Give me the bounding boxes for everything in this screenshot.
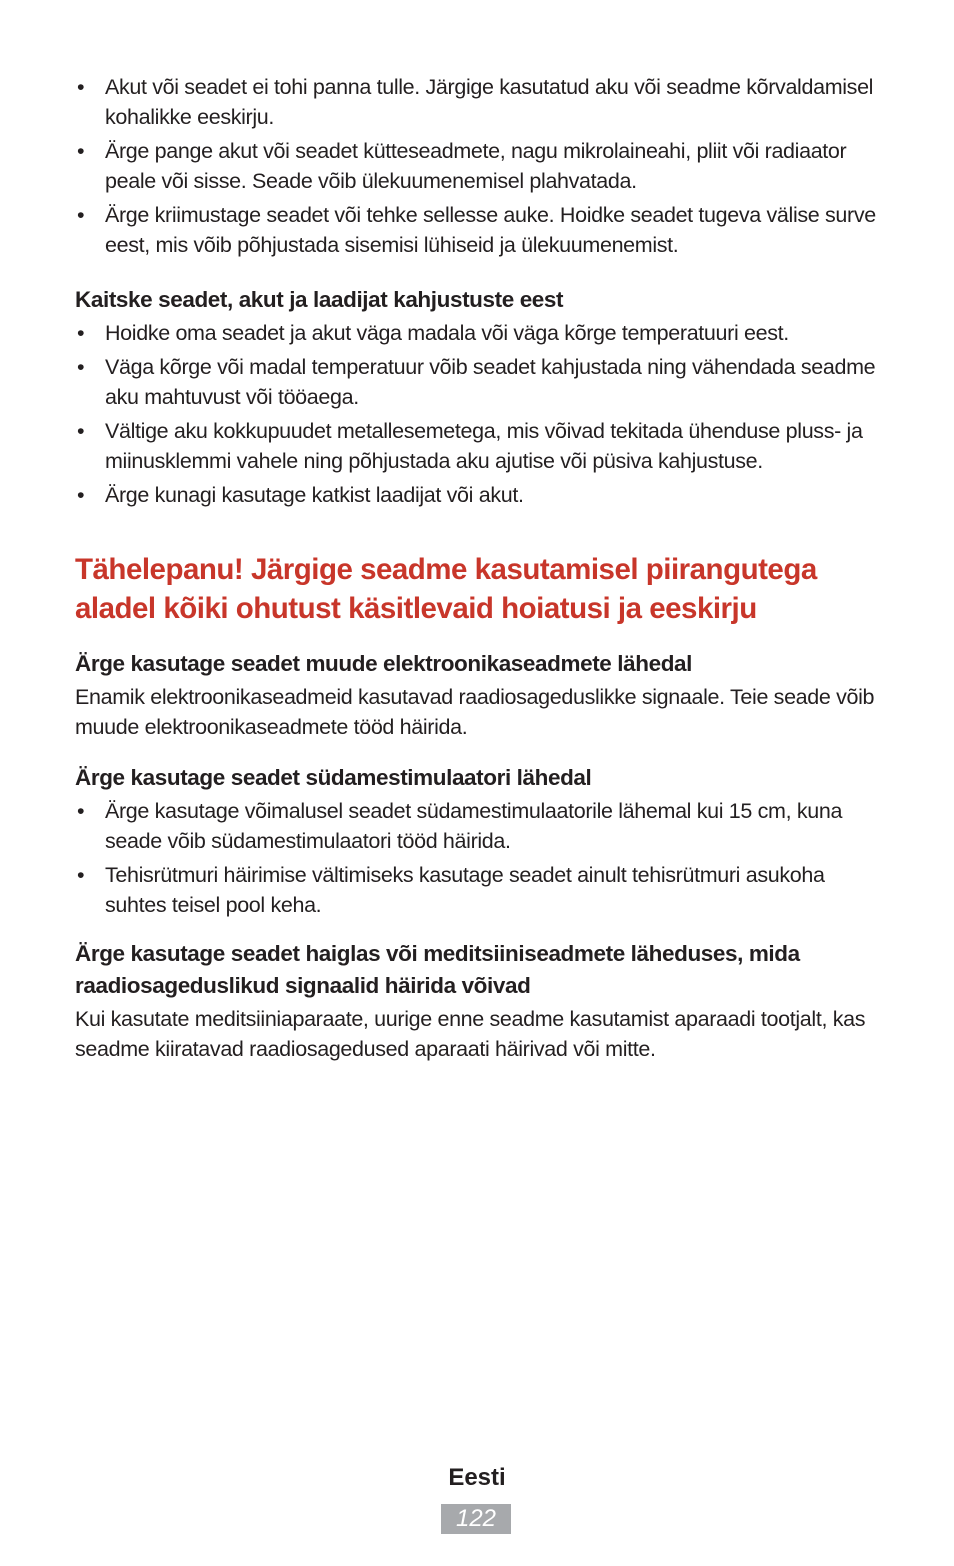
bullet-glyph: •	[77, 321, 85, 345]
section-heading-pacemaker: Ärge kasutage seadet südamestimulaatori lähedal	[75, 765, 592, 790]
list-item-text: Tehisrütmuri häirimise vältimiseks kasutage seadet ainult tehisrütmuri asukoha suhtes teisel pool keha.	[105, 863, 825, 917]
list-item-text: Ärge kunagi kasutage katkist laadijat või akut.	[105, 483, 524, 507]
list-item-text: Ärge kasutage võimalusel seadet südamestimulaatorile lähemal kui 15 cm, kuna seade võib südamestimulaatori tööd häirida.	[105, 799, 843, 853]
warning-title: Tähelepanu! Järgige seadme kasutamisel piirangutega aladel kõiki ohutust käsitlevaid hoiatusi ja eeskirju	[75, 553, 817, 625]
bullet-glyph: •	[77, 75, 85, 99]
section-body-hospital: Kui kasutate meditsiiniaparaate, uurige enne seadme kasutamist aparaadi tootjalt, kas seadme kiiratavad raadiosagedused aparaati häirivad või mitte.	[75, 1007, 866, 1061]
list-item	[75, 318, 885, 348]
list-item	[75, 796, 885, 856]
list-item	[75, 416, 885, 476]
bullet-glyph: •	[77, 419, 85, 443]
bullet-glyph: •	[77, 139, 85, 163]
pacemaker-bullet-list	[75, 796, 885, 920]
bullet-glyph: •	[77, 863, 85, 887]
damage-bullet-list	[75, 318, 885, 510]
list-item-text: Hoidke oma seadet ja akut väga madala või väga kõrge temperatuuri eest.	[105, 321, 789, 345]
list-item	[75, 480, 885, 510]
bullet-glyph: •	[77, 203, 85, 227]
list-item	[75, 136, 885, 196]
footer-language: Eesti	[448, 1464, 506, 1491]
list-item-text: Akut või seadet ei tohi panna tulle. Järgige kasutatud aku või seadme kõrvaldamisel kohalikke eeskirju.	[105, 75, 874, 129]
page-content	[75, 72, 885, 1064]
bullet-glyph: •	[77, 483, 85, 507]
intro-bullet-list	[75, 72, 885, 260]
list-item	[75, 860, 885, 920]
list-item-text: Väga kõrge või madal temperatuur võib seadet kahjustada ning vähendada seadme aku mahtuvust või tööaega.	[105, 355, 876, 409]
section-heading-electronics: Ärge kasutage seadet muude elektroonikaseadmete lähedal	[75, 651, 692, 676]
page-number-badge: 122	[441, 1504, 511, 1534]
list-item-text: Vältige aku kokkupuudet metallesemetega, mis võivad tekitada ühenduse pluss- ja miinusklemmi vahele ning põhjustada aku ajutise või püsiva kahjustuse.	[105, 419, 863, 473]
section-heading-hospital: Ärge kasutage seadet haiglas või meditsiiniseadmete läheduses, mida raadiosageduslikud signaalid häirida võivad	[75, 941, 800, 998]
section-body-electronics: Enamik elektroonikaseadmeid kasutavad raadiosageduslikke signaale. Teie seade võib muude elektroonikaseadmete tööd häirida.	[75, 685, 875, 739]
list-item-text: Ärge kriimustage seadet või tehke sellesse auke. Hoidke seadet tugeva välise surve eest, mis võib põhjustada sisemisi lühiseid ja ülekuumenemist.	[105, 203, 876, 257]
bullet-glyph: •	[77, 799, 85, 823]
list-item-text: Ärge pange akut või seadet kütteseadmete, nagu mikrolaineahi, pliit või radiaator peale või sisse. Seade võib ülekuumenemisel plahvatada.	[105, 139, 847, 193]
list-item	[75, 352, 885, 412]
list-item	[75, 200, 885, 260]
bullet-glyph: •	[77, 355, 85, 379]
list-item	[75, 72, 885, 132]
section-heading-damage: Kaitske seadet, akut ja laadijat kahjustuste eest	[75, 287, 564, 312]
